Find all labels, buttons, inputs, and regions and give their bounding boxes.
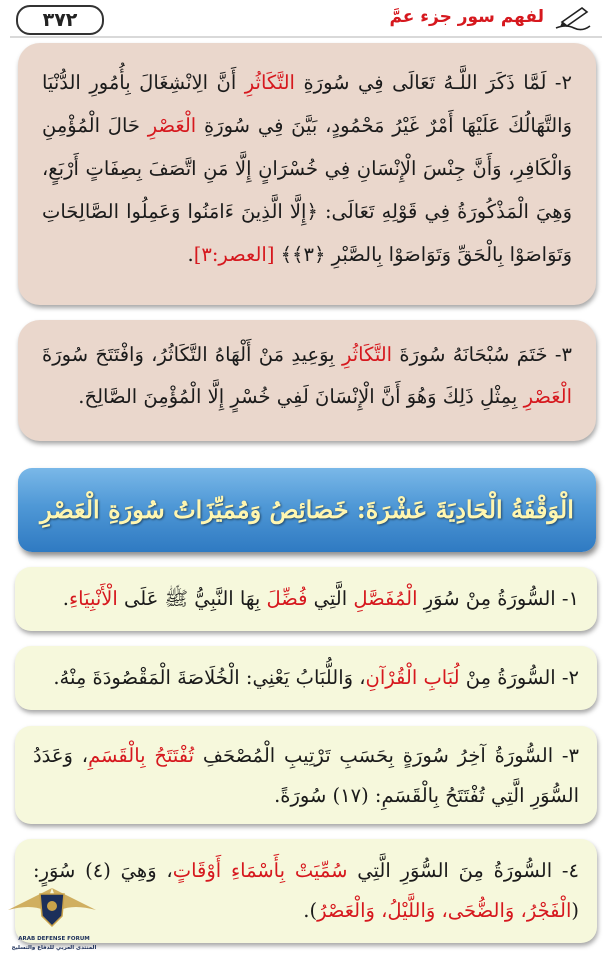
highlight-text: الْمُفَصَّلِ: [353, 587, 418, 610]
text-segment: ).: [303, 899, 318, 922]
surah-name-takathur: التَّكَاثُرِ: [244, 71, 295, 94]
text-segment: ٤- السُّورَةُ مِنَ السُّوَرِ الَّتِي: [347, 859, 579, 882]
highlight-text: سُمِّيَتْ بِأَسْمَاءِ أَوْقَاتٍ: [172, 859, 348, 882]
quran-verse-text: حَالَ الْمُؤْمِنِ وَالْكَافِرِ، وَأَنَّ جِنْسَ الْإِنْسَانِ فِي خُسْرَانٍ إِلَّا مَنِ اتَّصَفَ بِصِفَاتٍ أَرْبَعٍ، وَهِيَ الْمَذْكُورَةُ فِي قَوْلِهِ تَعَالَى: ﴿إِلَّا الَّذِينَ ءَامَنُوا وَعَمِلُوا الصَّالِحَاتِ وَتَوَاصَوْا بِالْحَقِّ وَتَوَاصَوْا بِالصَّبْرِ ﴿٣﴾﴾: [42, 114, 572, 266]
watermark-line-1: ARAB DEFENSE FORUM: [18, 936, 90, 942]
feature-item-2: [15, 646, 597, 710]
highlight-text: تُفْتَتَحُ بِالْقَسَمِ: [88, 744, 195, 767]
text-segment: ٢- لَمَّا ذَكَرَ اللَّـهُ تَعَالَى فِي سُورَةِ: [294, 71, 573, 94]
feature-item-3: [15, 726, 597, 824]
point-2-text: [42, 61, 572, 276]
text-segment: بِهَا النَّبِيُّ ﷺ عَلَى: [117, 587, 267, 610]
text-segment: الَّتِي: [307, 587, 354, 610]
text-segment: ٣- خَتَمَ سُبْحَانَهُ سُورَةَ: [392, 343, 573, 366]
text-segment: ٢- السُّورَةُ مِنْ: [459, 666, 579, 689]
text-segment: ، وَاللُّبَابُ يَعْنِي: الْخُلَاصَةَ الْمَقْصُودَةَ مِنْهُ.: [53, 666, 366, 689]
verse-reference: [العصر:٣]: [193, 243, 275, 266]
highlight-text: الْفَجْرُ، وَالضُّحَى، وَاللَّيْلُ، وَالْعَصْرُ: [317, 899, 572, 922]
highlight-text: الْأَنْبِيَاءِ: [68, 587, 118, 610]
eagle-emblem-icon: [4, 880, 100, 936]
point-2-card: [18, 43, 596, 305]
page-number: ٣٧٢: [16, 5, 104, 35]
surah-name-takathur: التَّكَاثُرِ: [341, 343, 393, 366]
point-3-text: [42, 334, 572, 418]
text-segment: بِمِثْلِ ذَلِكَ وَهُوَ أَنَّ الْإِنْسَانَ لَفِي خُسْرٍ إِلَّا الْمُؤْمِنَ الصَّالِحَ.: [78, 385, 524, 408]
feature-text: [33, 656, 579, 700]
section-banner: [18, 468, 596, 552]
forum-watermark-logo: [4, 880, 100, 958]
feature-item-4: [15, 839, 597, 943]
feature-text: [33, 851, 579, 931]
text-segment: ، وَعَدَدُ السُّوَرِ الَّتِي تُفْتَتَحُ بِالْقَسَمِ: (١٧) سُورَةً.: [33, 744, 579, 807]
feature-text: [33, 736, 579, 816]
surah-name-asr: الْعَصْرِ: [147, 114, 197, 137]
watermark-line-2: المنتدى العربي للدفاع والتسليح: [11, 945, 97, 951]
highlight-text: فُضِّلَ: [266, 587, 308, 610]
text-segment: بِوَعِيدِ مَنْ أَلْهَاهُ التَّكَاثُرُ، وَافْتَتَحَ سُورَةَ: [42, 343, 342, 366]
text-segment: ١- السُّورَةُ مِنْ سُوَرِ: [417, 587, 579, 610]
highlight-text: لُبَابِ الْقُرْآنِ: [365, 666, 460, 689]
text-segment: .: [187, 243, 194, 266]
text-segment: أَنَّ الِانْشِغَالَ بِأُمُورِ الدُّنْيَا وَالتَّهَالُكَ عَلَيْهَا أَمْرٌ غَيْرُ مَحْمُودٍ، بَيَّنَ فِي سُورَةِ: [42, 71, 572, 137]
book-title: لفهم سور جزء عمَّ: [389, 7, 544, 27]
pen-writing-icon: [552, 4, 592, 34]
feature-item-1: [15, 567, 597, 631]
text-segment: .: [62, 587, 69, 610]
surah-name-asr: الْعَصْرِ: [523, 385, 572, 408]
feature-text: [33, 577, 579, 621]
text-segment: ، وَهِيَ (٤) سُوَرٍ: (: [33, 859, 579, 922]
section-title: الْوَقْفَةُ الْحَادِيَةَ عَشْرَةَ: خَصَائِصُ وَمُمَيِّزَاتُ سُورَةِ الْعَصْرِ: [40, 495, 574, 524]
text-segment: ٣- السُّورَةُ آخِرُ سُورَةٍ بِحَسَبِ تَرْتِيبِ الْمُصْحَفِ: [194, 744, 579, 767]
point-3-card: [18, 320, 596, 441]
page-header: [10, 2, 602, 38]
